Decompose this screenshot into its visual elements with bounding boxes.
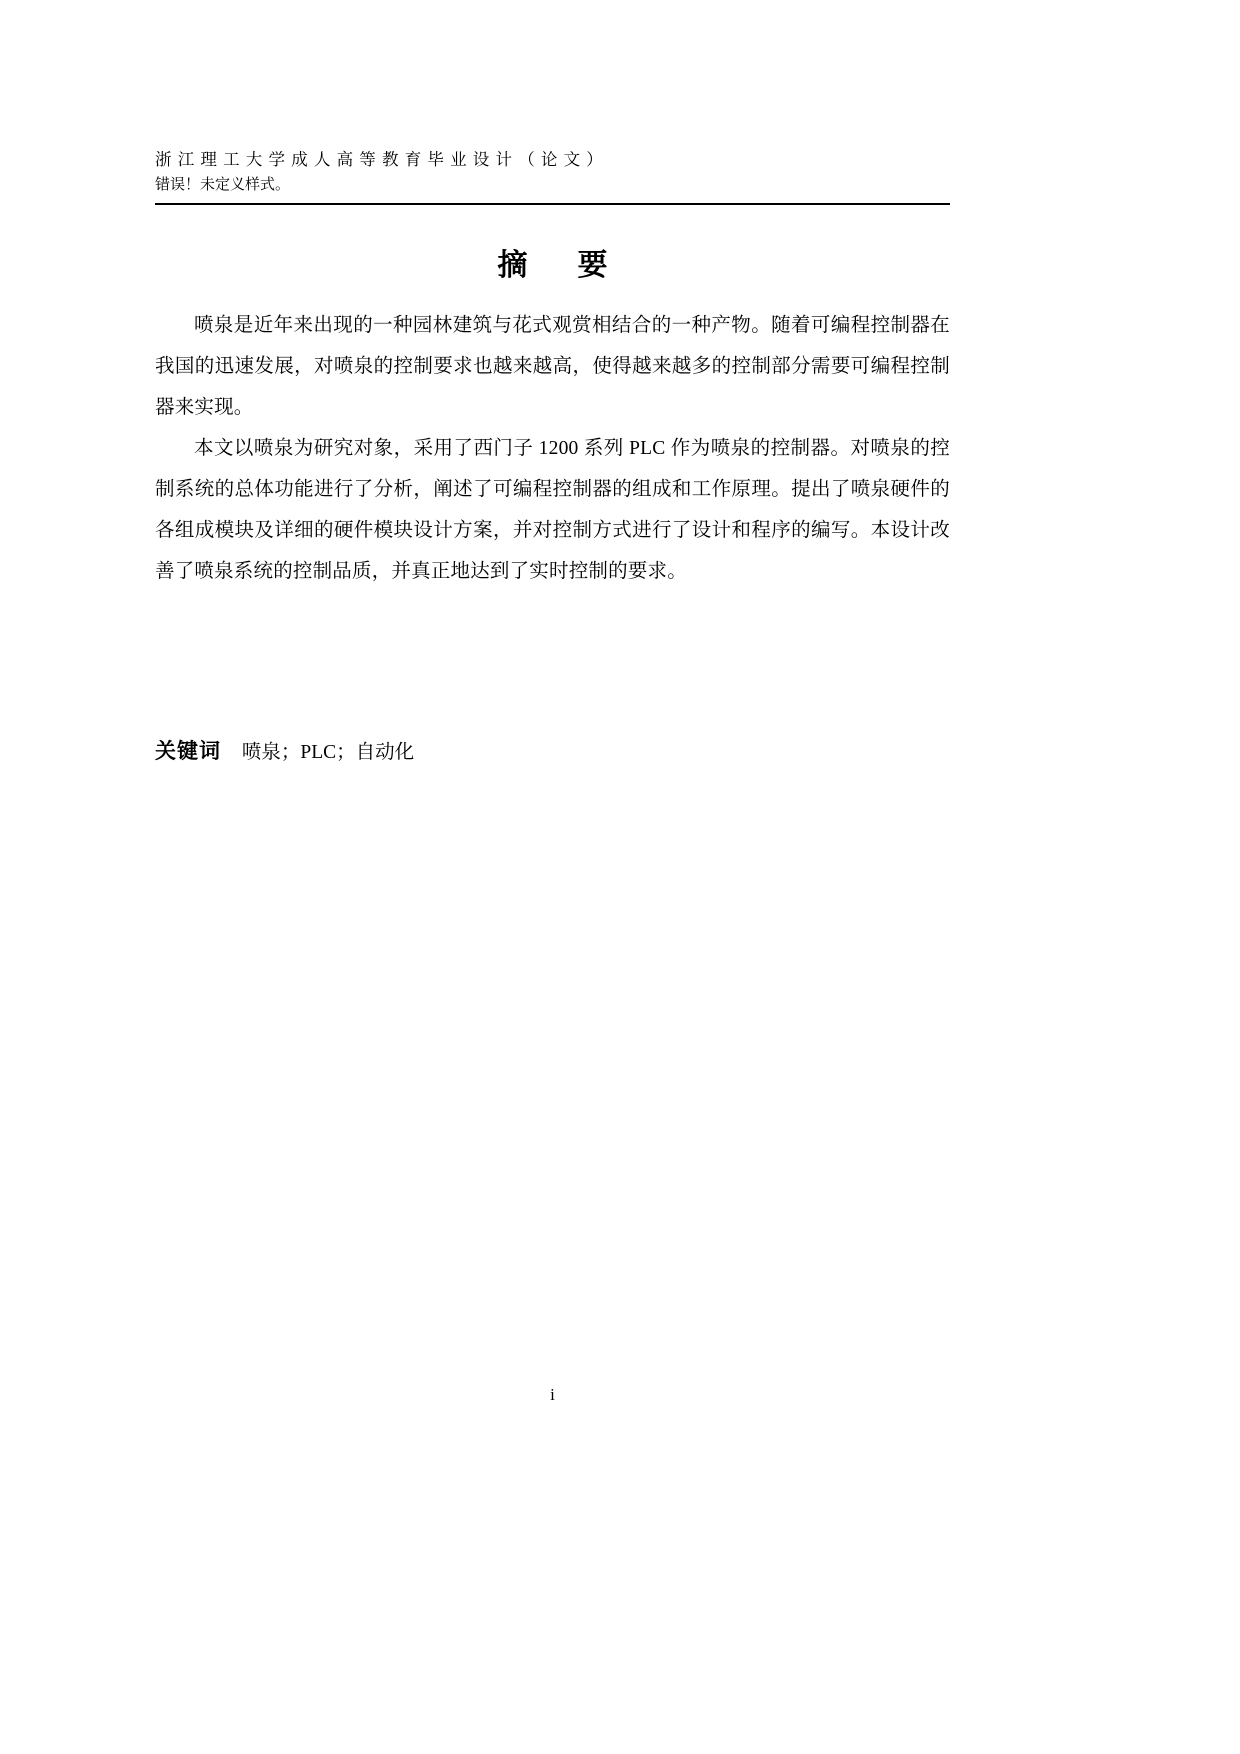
header-divider <box>155 203 950 205</box>
running-header-title-text: 浙江理工大学成人高等教育毕业设计（论文） <box>155 150 609 169</box>
running-header-line-2: 错误！未定义样式。 <box>155 176 291 193</box>
running-header-line-1 <box>155 148 950 172</box>
keywords-label: 关键词 <box>155 740 221 763</box>
page-title: 摘 要 <box>497 249 618 282</box>
abstract-body <box>155 305 950 592</box>
keywords-value: 喷泉；PLC；自动化 <box>241 742 415 763</box>
keywords-line <box>155 735 950 765</box>
paragraph: 本文以喷泉为研究对象，采用了西门子 1200 系列 PLC 作为喷泉的控制器。对喷泉的控制系统的总体功能进行了分析，阐述了可编程控制器的组成和工作原理。提出了喷泉硬件的各组成模块及详细的硬件模块设计方案，并对控制方式进行了设计和程序的编写。本设计改善了喷泉系统的控制品质，并真正地达到了实时控制的要求。 <box>155 438 950 582</box>
running-header <box>155 148 950 196</box>
page-number: i <box>550 1385 555 1404</box>
paragraph: 喷泉是近年来出现的一种园林建筑与花式观赏相结合的一种产物。随着可编程控制器在我国的迅速发展，对喷泉的控制要求也越来越高，使得越来越多的控制部分需要可编程控制器来实现。 <box>155 315 950 418</box>
page-content <box>155 0 950 1754</box>
